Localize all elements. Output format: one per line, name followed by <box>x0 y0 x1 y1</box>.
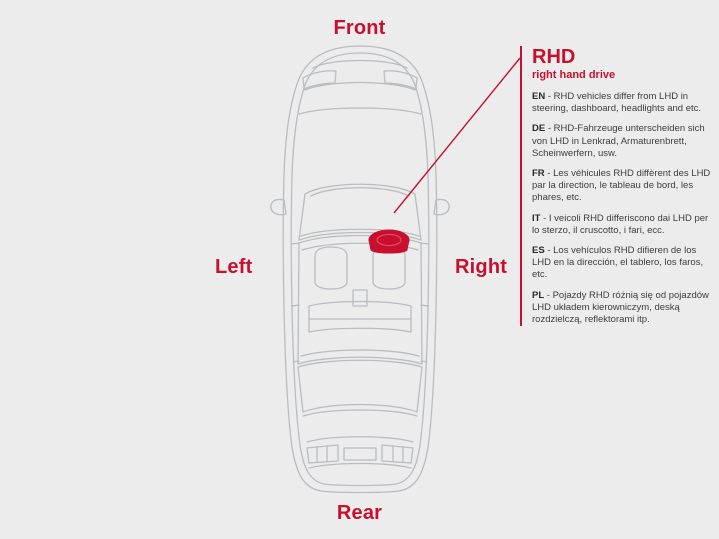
description-text-it: - I veicoli RHD differiscono dai LHD per lo sterzo, il cruscotto, i fari, ecc. <box>532 212 709 236</box>
description-text-es: - Los vehículos RHD difieren de los LHD en la dirección, el tablero, los faros, etc. <box>532 245 704 281</box>
lang-code-pl: PL <box>532 289 545 301</box>
car-top-view-illustration <box>243 44 477 494</box>
orientation-label-front: Front <box>333 17 386 39</box>
info-title: RHD <box>532 46 576 68</box>
description-pl <box>532 290 714 327</box>
description-text-en: - RHD vehicles differ from LHD in steering, dashboard, headlights and etc. <box>532 91 702 115</box>
lang-code-it: IT <box>532 212 541 224</box>
info-subtitle: right hand drive <box>532 69 616 81</box>
description-text-de: - RHD-Fahrzeuge unterscheiden sich von LHD in Lenkrad, Armaturenbrett, Scheinwerfern, usw. <box>532 123 705 159</box>
lang-code-es: ES <box>532 245 545 257</box>
description-text-pl: - Pojazdy RHD różnią się od pojazdów LHD układem kierowniczym, deską rozdzielczą, reflektorami itp. <box>532 289 709 326</box>
orientation-label-rear: Rear <box>336 502 383 524</box>
lang-code-fr: FR <box>532 168 545 180</box>
description-text-fr: - Les véhicules RHD diffèrent des LHD par la direction, le tableau de bord, les phares, etc. <box>532 168 711 204</box>
description-en <box>532 91 714 115</box>
description-it <box>532 213 714 237</box>
lang-code-de: DE <box>532 123 546 135</box>
rhd-info-panel <box>520 46 714 326</box>
lang-code-en: EN <box>532 91 546 102</box>
description-es <box>532 245 714 282</box>
orientation-label-left: Left <box>215 256 253 278</box>
description-fr <box>532 168 714 205</box>
description-de <box>532 123 714 160</box>
orientation-label-right: Right <box>455 256 508 278</box>
